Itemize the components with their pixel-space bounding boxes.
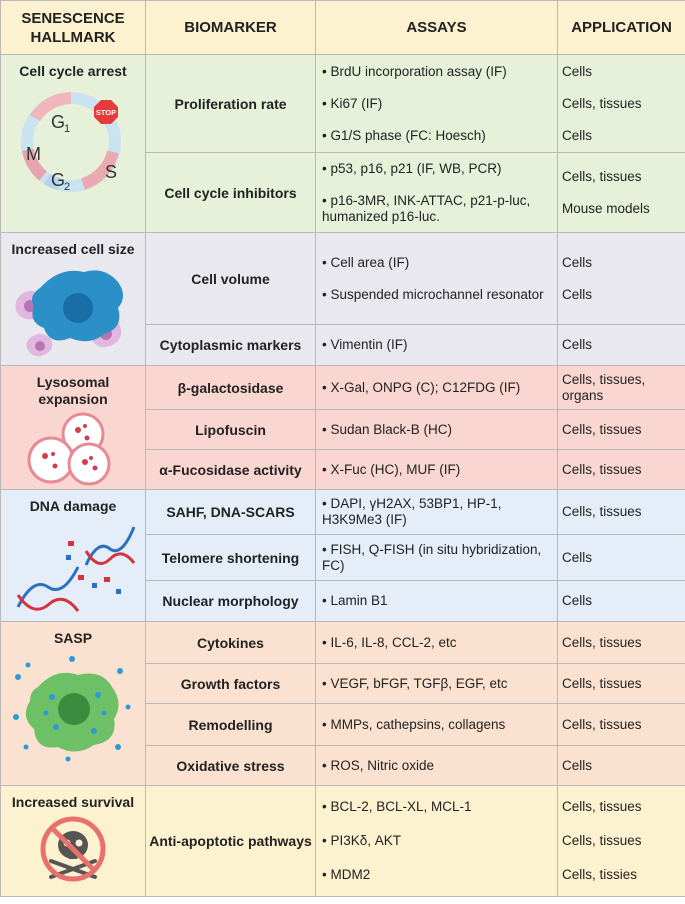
biomarker-cell: Lipofuscin <box>146 410 316 450</box>
biomarker-cell: Cytoplasmic markers <box>146 325 316 366</box>
assay-cell: • FISH, Q-FISH (in situ hybridization, FC) <box>316 535 558 581</box>
lysosome-icon <box>23 408 123 488</box>
svg-text:S: S <box>105 162 118 182</box>
no-death-icon <box>33 811 113 883</box>
biomarker-cell: Cell volume <box>146 233 316 325</box>
assay-text: • X-Gal, ONPG (C); C12FDG (IF) <box>322 379 521 395</box>
svg-text:G: G <box>51 112 66 132</box>
svg-text:M: M <box>26 144 41 164</box>
assay-cell: • Vimentin (IF) <box>316 325 558 366</box>
biomarker-cell: Telomere shortening <box>146 535 316 581</box>
biomarker-cell: Oxidative stress <box>146 746 316 786</box>
assay-cell <box>316 366 558 410</box>
application-cell: Cells, tissues <box>558 410 685 450</box>
hallmark-title: Increased survival <box>11 794 135 810</box>
application-cell: Cells, tissues <box>558 704 685 746</box>
header-biomarker: BIOMARKER <box>146 1 316 55</box>
biomarker-cell: Cytokines <box>146 622 316 664</box>
table-row <box>1 233 685 325</box>
dna-damage-icon <box>8 515 138 615</box>
biomarker-cell: Proliferation rate <box>146 55 316 153</box>
application-cell: Cells, tissues <box>558 664 685 704</box>
svg-text:1: 1 <box>64 123 71 135</box>
assay-cell: • p53, p16, p21 (IF, WB, PCR) • p16-3MR, INK-ATTAC, p21-p-luc, humanized p16-luc. <box>316 153 558 233</box>
application-cell: Cells Cells, tissues Cells <box>558 55 685 153</box>
cell-cycle-icon <box>13 80 133 200</box>
header-hallmark: SENESCENCE HALLMARK <box>1 1 146 55</box>
application-cell: Cells, tissues <box>558 622 685 664</box>
hallmark-cell-size <box>1 233 146 366</box>
assay-cell: • DAPI, γH2AX, 53BP1, HP-1, H3K9Me3 (IF) <box>316 490 558 535</box>
assay-cell: • Sudan Black-B (HC) <box>316 410 558 450</box>
hallmark-title: Cell cycle arrest <box>19 63 127 79</box>
svg-text:G: G <box>51 170 66 190</box>
biomarker-cell: Remodelling <box>146 704 316 746</box>
assay-cell: • Lamin B1 <box>316 581 558 622</box>
application-cell: Cells, tissues Cells, tissues Cells, tissies <box>558 786 685 897</box>
application-cell: Cells Cells <box>558 233 685 325</box>
application-cell: Cells <box>558 535 685 581</box>
assay-cell: • VEGF, bFGF, TGFβ, EGF, etc <box>316 664 558 704</box>
enlarged-cell-icon <box>8 258 138 358</box>
assay-cell: • BCL-2, BCL-XL, MCL-1 • PI3Kδ, AKT • MDM2 <box>316 786 558 897</box>
application-cell: Cells, tissues Mouse models <box>558 153 685 233</box>
biomarker-cell: Cell cycle inhibitors <box>146 153 316 233</box>
hallmark-cell-cycle <box>1 55 146 233</box>
biomarker-cell: α-Fucosidase activity <box>146 450 316 490</box>
hallmark-title: SASP <box>53 630 93 646</box>
secreting-cell-icon <box>8 647 138 767</box>
table-row <box>1 622 685 664</box>
application-cell: Cells, tissues <box>558 490 685 535</box>
table-row <box>1 786 685 897</box>
biomarker-cell: Growth factors <box>146 664 316 704</box>
hallmark-title: Increased cell size <box>11 241 135 257</box>
header-assays: ASSAYS <box>316 1 558 55</box>
application-cell: Cells, tissues <box>558 450 685 490</box>
hallmark-sasp <box>1 622 146 786</box>
biomarker-cell: Nuclear morphology <box>146 581 316 622</box>
biomarker-cell: Anti-apoptotic pathways <box>146 786 316 897</box>
assay-cell: • Cell area (IF) • Suspended microchannel resonator <box>316 233 558 325</box>
assay-cell: • ROS, Nitric oxide <box>316 746 558 786</box>
assay-cell: • BrdU incorporation assay (IF) • Ki67 (IF) • G1/S phase (FC: Hoesch) <box>316 55 558 153</box>
assay-cell: • X-Fuc (HC), MUF (IF) <box>316 450 558 490</box>
svg-text:STOP: STOP <box>95 108 117 117</box>
biomarker-cell: β-galactosidase <box>146 366 316 410</box>
application-cell: Cells <box>558 325 685 366</box>
application-cell: Cells, tissues, organs <box>558 366 685 410</box>
application-cell: Cells <box>558 746 685 786</box>
table-row <box>1 55 685 153</box>
table-row <box>1 366 685 410</box>
table-row <box>1 490 685 535</box>
hallmark-survival <box>1 786 146 897</box>
hallmark-title: Lysosomal expansion <box>36 374 110 407</box>
hallmark-dna-damage <box>1 490 146 622</box>
assay-cell: • IL-6, IL-8, CCL-2, etc <box>316 622 558 664</box>
biomarker-cell: SAHF, DNA-SCARS <box>146 490 316 535</box>
header-row <box>1 1 685 55</box>
hallmark-lysosomal <box>1 366 146 490</box>
header-application: APPLICATION <box>558 1 685 55</box>
hallmark-title: DNA damage <box>29 498 117 514</box>
svg-text:2: 2 <box>64 181 71 193</box>
assay-cell: • MMPs, cathepsins, collagens <box>316 704 558 746</box>
application-cell: Cells <box>558 581 685 622</box>
